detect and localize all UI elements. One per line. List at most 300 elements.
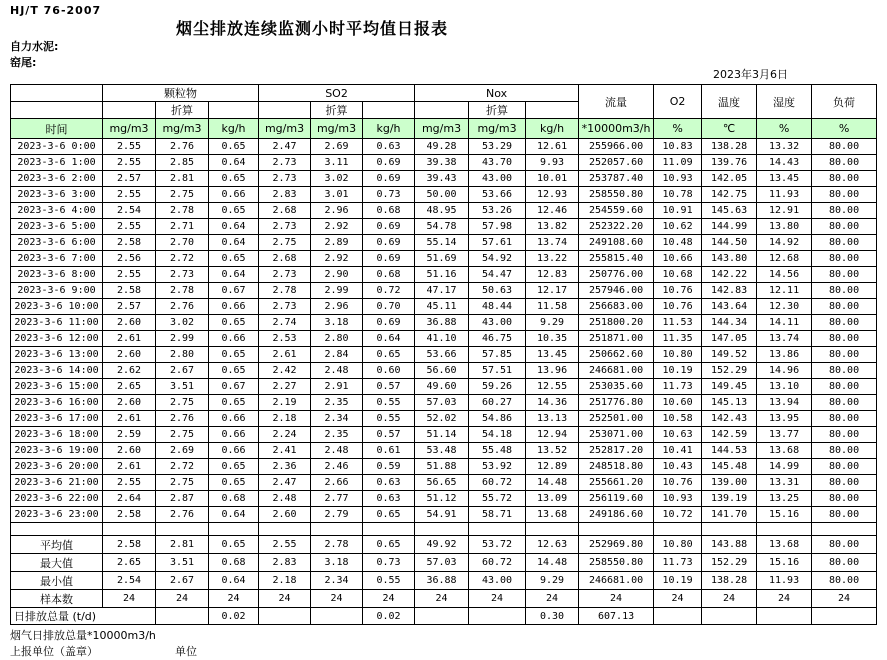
table-row <box>11 171 877 187</box>
cell: 14.92 <box>757 235 812 251</box>
cell: 49.60 <box>415 379 469 395</box>
unit-cell: mg/m3 <box>259 119 311 139</box>
col-header-temp: 温度 <box>702 85 757 119</box>
row-label: 2023-3-6 14:00 <box>11 363 103 379</box>
row-label: 2023-3-6 11:00 <box>11 315 103 331</box>
cell: 2.54 <box>103 572 156 590</box>
cell: 252969.80 <box>579 536 654 554</box>
row-label: 2023-3-6 12:00 <box>11 331 103 347</box>
table-row <box>11 411 877 427</box>
cell: 2.55 <box>103 267 156 283</box>
empty-cell <box>209 523 259 536</box>
empty-cell <box>415 523 469 536</box>
table-row <box>11 187 877 203</box>
cell: 2.91 <box>311 379 363 395</box>
cell <box>812 608 877 625</box>
cell: 0.64 <box>209 219 259 235</box>
cell: 13.74 <box>757 331 812 347</box>
cell: 53.72 <box>469 536 526 554</box>
cell: 10.76 <box>654 475 702 491</box>
cell: 0.65 <box>363 507 415 523</box>
empty-cell <box>654 523 702 536</box>
cell: 138.28 <box>702 572 757 590</box>
cell: 145.48 <box>702 459 757 475</box>
cell: 55.14 <box>415 235 469 251</box>
cell: 13.10 <box>757 379 812 395</box>
empty-cell <box>363 523 415 536</box>
cell: 250776.00 <box>579 267 654 283</box>
row-label: 2023-3-6 2:00 <box>11 171 103 187</box>
cell: 59.26 <box>469 379 526 395</box>
cell: 9.93 <box>526 155 579 171</box>
cell: 0.69 <box>363 171 415 187</box>
cell: 2.55 <box>103 219 156 235</box>
cell: 48.95 <box>415 203 469 219</box>
cell: 13.96 <box>526 363 579 379</box>
cell: 0.65 <box>209 475 259 491</box>
cell: 11.73 <box>654 379 702 395</box>
cell: 12.68 <box>757 251 812 267</box>
cell: 0.64 <box>209 267 259 283</box>
kiln-label: 窑尾: <box>10 56 37 69</box>
cell: 253035.60 <box>579 379 654 395</box>
row-label: 2023-3-6 10:00 <box>11 299 103 315</box>
cell: 143.88 <box>702 536 757 554</box>
row-label: 2023-3-6 9:00 <box>11 283 103 299</box>
row-label: 最大值 <box>11 554 103 572</box>
cell: 3.02 <box>156 315 209 331</box>
cell: 10.01 <box>526 171 579 187</box>
cell: 3.18 <box>311 554 363 572</box>
cell: 0.72 <box>363 283 415 299</box>
cell: 24 <box>757 590 812 608</box>
cell: 0.30 <box>526 608 579 625</box>
cell: 3.51 <box>156 554 209 572</box>
cell: 0.65 <box>363 536 415 554</box>
cell: 0.67 <box>209 379 259 395</box>
cell: 2.83 <box>259 554 311 572</box>
cell: 0.64 <box>209 155 259 171</box>
cell: 0.55 <box>363 572 415 590</box>
cell: 54.18 <box>469 427 526 443</box>
cell: 80.00 <box>812 267 877 283</box>
table-row <box>11 299 877 315</box>
cell: 2.64 <box>103 491 156 507</box>
cell: 2.69 <box>311 139 363 155</box>
table-row <box>11 427 877 443</box>
cell: 2.78 <box>156 283 209 299</box>
cell: 13.45 <box>757 171 812 187</box>
table-row <box>11 554 877 572</box>
cell: 55.72 <box>469 491 526 507</box>
cell: 2.71 <box>156 219 209 235</box>
cell: 13.09 <box>526 491 579 507</box>
cell: 0.61 <box>363 443 415 459</box>
cell: 50.00 <box>415 187 469 203</box>
table-row <box>11 608 877 625</box>
cell: 0.02 <box>209 608 259 625</box>
cell: 0.66 <box>209 443 259 459</box>
cell: 2.65 <box>103 554 156 572</box>
cell: 147.05 <box>702 331 757 347</box>
cell: 2.76 <box>156 139 209 155</box>
cell: 36.88 <box>415 572 469 590</box>
table-row <box>11 363 877 379</box>
cell: 2.75 <box>259 235 311 251</box>
table-row <box>11 155 877 171</box>
unit-cell: kg/h <box>209 119 259 139</box>
cell: 0.66 <box>209 299 259 315</box>
row-label: 平均值 <box>11 536 103 554</box>
cell: 3.11 <box>311 155 363 171</box>
table-row <box>11 251 877 267</box>
cell: 0.69 <box>363 235 415 251</box>
cell: 10.43 <box>654 459 702 475</box>
col-header-pm-converted: 折算 <box>156 102 209 119</box>
cell: 14.48 <box>526 554 579 572</box>
row-label: 2023-3-6 23:00 <box>11 507 103 523</box>
empty-cell <box>469 523 526 536</box>
cell: 51.88 <box>415 459 469 475</box>
cell: 2.69 <box>156 443 209 459</box>
cell: 0.65 <box>363 347 415 363</box>
cell: 2.55 <box>103 187 156 203</box>
empty-cell <box>526 523 579 536</box>
cell: 24 <box>156 590 209 608</box>
cell: 0.65 <box>209 536 259 554</box>
cell: 249108.60 <box>579 235 654 251</box>
cell: 13.95 <box>757 411 812 427</box>
cell: 2.27 <box>259 379 311 395</box>
cell: 0.65 <box>209 395 259 411</box>
cell: 607.13 <box>579 608 654 625</box>
cell: 142.05 <box>702 171 757 187</box>
table-row <box>11 395 877 411</box>
cell: 49.92 <box>415 536 469 554</box>
cell: 10.72 <box>654 507 702 523</box>
cell: 12.17 <box>526 283 579 299</box>
cell: 144.53 <box>702 443 757 459</box>
cell: 57.51 <box>469 363 526 379</box>
unit-cell: mg/m3 <box>469 119 526 139</box>
cell: 10.93 <box>654 491 702 507</box>
cell: 246681.00 <box>579 572 654 590</box>
cell <box>654 608 702 625</box>
cell: 2.55 <box>259 536 311 554</box>
cell: 138.28 <box>702 139 757 155</box>
col-header-load: 负荷 <box>812 85 877 119</box>
cell: 2.58 <box>103 235 156 251</box>
cell: 0.64 <box>209 507 259 523</box>
unit-cell: kg/h <box>526 119 579 139</box>
cell: 2.79 <box>311 507 363 523</box>
cell: 13.74 <box>526 235 579 251</box>
col-group-nox: Nox <box>415 85 579 102</box>
row-label: 2023-3-6 13:00 <box>11 347 103 363</box>
cell: 144.50 <box>702 235 757 251</box>
row-label: 2023-3-6 21:00 <box>11 475 103 491</box>
cell: 12.93 <box>526 187 579 203</box>
unit-cell: mg/m3 <box>311 119 363 139</box>
cell: 60.27 <box>469 395 526 411</box>
cell: 2.73 <box>259 267 311 283</box>
cell: 24 <box>311 590 363 608</box>
cell: 10.93 <box>654 171 702 187</box>
cell: 13.32 <box>757 139 812 155</box>
cell: 3.51 <box>156 379 209 395</box>
header-row-units <box>11 119 877 139</box>
cell: 80.00 <box>812 554 877 572</box>
cell: 24 <box>702 590 757 608</box>
empty-cell <box>103 102 156 119</box>
cell: 2.96 <box>311 203 363 219</box>
cell: 80.00 <box>812 155 877 171</box>
cell: 13.25 <box>757 491 812 507</box>
cell: 139.00 <box>702 475 757 491</box>
empty-cell <box>156 523 209 536</box>
cell: 13.13 <box>526 411 579 427</box>
cell: 12.30 <box>757 299 812 315</box>
cell: 12.91 <box>757 203 812 219</box>
cell: 12.63 <box>526 536 579 554</box>
empty-cell <box>812 523 877 536</box>
cell: 80.00 <box>812 491 877 507</box>
table-row <box>11 572 877 590</box>
cell: 51.12 <box>415 491 469 507</box>
cell: 36.88 <box>415 315 469 331</box>
cell: 2.18 <box>259 572 311 590</box>
table-row <box>11 347 877 363</box>
cell: 2.34 <box>311 572 363 590</box>
cell: 251800.20 <box>579 315 654 331</box>
cell: 2.67 <box>156 572 209 590</box>
cell: 0.65 <box>209 315 259 331</box>
cell: 80.00 <box>812 299 877 315</box>
cell: 13.68 <box>757 443 812 459</box>
cell: 53.92 <box>469 459 526 475</box>
cell: 80.00 <box>812 187 877 203</box>
cell: 0.63 <box>363 491 415 507</box>
report-date: 2023年3月6日 <box>713 68 788 81</box>
cell: 13.80 <box>757 219 812 235</box>
unit-cell: % <box>757 119 812 139</box>
cell: 53.48 <box>415 443 469 459</box>
cell: 46.75 <box>469 331 526 347</box>
cell: 24 <box>812 590 877 608</box>
unit-cell: % <box>654 119 702 139</box>
cell: 0.68 <box>209 554 259 572</box>
cell: 43.00 <box>469 315 526 331</box>
col-header-flow: 流量 <box>579 85 654 119</box>
cell: 10.80 <box>654 536 702 554</box>
cell: 0.57 <box>363 427 415 443</box>
cell: 2.75 <box>156 427 209 443</box>
cell: 24 <box>415 590 469 608</box>
cell: 2.77 <box>311 491 363 507</box>
cell: 53.26 <box>469 203 526 219</box>
cell: 54.92 <box>469 251 526 267</box>
cell: 0.65 <box>209 171 259 187</box>
cell: 2.84 <box>311 347 363 363</box>
cell: 12.94 <box>526 427 579 443</box>
cell: 0.66 <box>209 427 259 443</box>
cell: 0.69 <box>363 315 415 331</box>
unit-cell: ℃ <box>702 119 757 139</box>
col-group-pm: 颗粒物 <box>103 85 259 102</box>
cell: 0.70 <box>363 299 415 315</box>
cell: 258550.80 <box>579 554 654 572</box>
cell: 2.61 <box>103 331 156 347</box>
empty-cell <box>363 102 415 119</box>
cell: 2.55 <box>103 139 156 155</box>
cell: 255966.00 <box>579 139 654 155</box>
cell: 0.68 <box>363 267 415 283</box>
cell: 251871.00 <box>579 331 654 347</box>
cell: 58.71 <box>469 507 526 523</box>
cell: 253787.40 <box>579 171 654 187</box>
cell: 11.58 <box>526 299 579 315</box>
cell: 10.66 <box>654 251 702 267</box>
cell: 0.66 <box>209 411 259 427</box>
table-row <box>11 139 877 155</box>
cell: 57.98 <box>469 219 526 235</box>
row-label: 2023-3-6 19:00 <box>11 443 103 459</box>
cell <box>156 608 209 625</box>
empty-cell <box>11 523 103 536</box>
row-label: 2023-3-6 6:00 <box>11 235 103 251</box>
table-row <box>11 203 877 219</box>
corner-cell <box>11 85 103 102</box>
cell: 80.00 <box>812 347 877 363</box>
cell: 13.68 <box>526 507 579 523</box>
cell: 10.63 <box>654 427 702 443</box>
cell: 2.24 <box>259 427 311 443</box>
cell: 24 <box>103 590 156 608</box>
empty-cell <box>259 523 311 536</box>
table-row <box>11 315 877 331</box>
cell: 14.43 <box>757 155 812 171</box>
cell: 252501.00 <box>579 411 654 427</box>
cell: 2.59 <box>103 427 156 443</box>
cell: 13.82 <box>526 219 579 235</box>
cell: 24 <box>209 590 259 608</box>
cell <box>469 608 526 625</box>
cell: 53.66 <box>469 187 526 203</box>
cell: 51.69 <box>415 251 469 267</box>
cell: 54.91 <box>415 507 469 523</box>
cell: 2.99 <box>311 283 363 299</box>
cell: 43.00 <box>469 171 526 187</box>
cell: 48.44 <box>469 299 526 315</box>
cell: 2.47 <box>259 139 311 155</box>
cell <box>311 608 363 625</box>
cell: 24 <box>526 590 579 608</box>
cell: 2.62 <box>103 363 156 379</box>
row-label: 样本数 <box>11 590 103 608</box>
table-row <box>11 443 877 459</box>
cell: 60.72 <box>469 475 526 491</box>
report-table <box>10 84 877 625</box>
cell: 57.85 <box>469 347 526 363</box>
cell: 14.56 <box>757 267 812 283</box>
cell: 54.47 <box>469 267 526 283</box>
empty-cell <box>757 523 812 536</box>
cell: 252817.20 <box>579 443 654 459</box>
cell: 2.57 <box>103 171 156 187</box>
cell: 24 <box>363 590 415 608</box>
cell: 80.00 <box>812 331 877 347</box>
cell: 24 <box>579 590 654 608</box>
empty-cell <box>415 102 469 119</box>
table-row <box>11 267 877 283</box>
cell: 80.00 <box>812 251 877 267</box>
cell: 2.74 <box>259 315 311 331</box>
cell: 246681.00 <box>579 363 654 379</box>
cell: 2.60 <box>103 395 156 411</box>
row-label: 2023-3-6 4:00 <box>11 203 103 219</box>
col-header-nox-converted: 折算 <box>469 102 526 119</box>
cell: 11.93 <box>757 187 812 203</box>
cell: 57.61 <box>469 235 526 251</box>
cell: 142.22 <box>702 267 757 283</box>
cell: 43.70 <box>469 155 526 171</box>
cell: 2.75 <box>156 475 209 491</box>
cell: 2.58 <box>103 507 156 523</box>
cell: 39.43 <box>415 171 469 187</box>
cell: 0.65 <box>209 139 259 155</box>
cell: 11.53 <box>654 315 702 331</box>
row-label: 最小值 <box>11 572 103 590</box>
cell: 250662.60 <box>579 347 654 363</box>
cell: 10.19 <box>654 363 702 379</box>
cell: 80.00 <box>812 507 877 523</box>
standard-code: HJ/T 76-2007 <box>10 4 102 17</box>
cell: 252322.20 <box>579 219 654 235</box>
cell: 0.65 <box>209 251 259 267</box>
cell: 0.69 <box>363 155 415 171</box>
cell: 80.00 <box>812 363 877 379</box>
cell: 0.69 <box>363 219 415 235</box>
cell: 56.60 <box>415 363 469 379</box>
cell: 2.73 <box>259 299 311 315</box>
cell: 2.57 <box>103 299 156 315</box>
cell: 80.00 <box>812 203 877 219</box>
cell: 256119.60 <box>579 491 654 507</box>
cell: 253071.00 <box>579 427 654 443</box>
cell: 10.68 <box>654 267 702 283</box>
cell: 2.96 <box>311 299 363 315</box>
cell: 2.78 <box>259 283 311 299</box>
cell: 2.48 <box>311 443 363 459</box>
cell: 2.55 <box>103 475 156 491</box>
unit-label: 单位 <box>175 645 197 658</box>
cell: 2.72 <box>156 251 209 267</box>
cell: 0.57 <box>363 379 415 395</box>
row-label: 2023-3-6 0:00 <box>11 139 103 155</box>
cell: 257946.00 <box>579 283 654 299</box>
cell: 80.00 <box>812 536 877 554</box>
unit-cell: mg/m3 <box>103 119 156 139</box>
cell: 15.16 <box>757 554 812 572</box>
table-row <box>11 536 877 554</box>
cell: 2.73 <box>259 171 311 187</box>
cell: 142.43 <box>702 411 757 427</box>
cell: 15.16 <box>757 507 812 523</box>
col-header-time: 时间 <box>11 119 103 139</box>
table-row <box>11 283 877 299</box>
cell: 10.35 <box>526 331 579 347</box>
col-header-humidity: 湿度 <box>757 85 812 119</box>
